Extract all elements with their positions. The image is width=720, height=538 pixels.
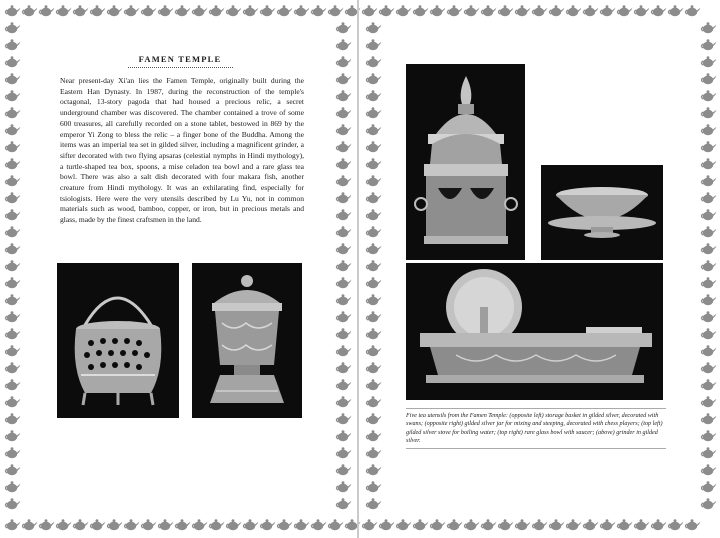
teapot-ornament bbox=[366, 413, 381, 424]
teapot-ornament bbox=[366, 243, 381, 254]
teapot-ornament bbox=[396, 519, 411, 530]
teapot-ornament bbox=[366, 345, 381, 356]
teapot-ornament bbox=[549, 519, 564, 530]
teapot-ornament bbox=[107, 5, 122, 16]
teapot-ornament bbox=[366, 277, 381, 288]
teapot-ornament bbox=[617, 519, 632, 530]
teapot-ornament bbox=[5, 39, 20, 50]
teapot-ornament bbox=[5, 379, 20, 390]
teapot-ornament bbox=[5, 90, 20, 101]
heading-divider bbox=[128, 67, 233, 68]
teapot-ornament bbox=[5, 5, 20, 16]
teapot-ornament bbox=[336, 464, 351, 475]
teapot-ornament bbox=[701, 73, 716, 84]
teapot-ornament bbox=[328, 519, 343, 530]
teapot-ornament bbox=[685, 519, 700, 530]
teapot-ornament bbox=[634, 5, 649, 16]
teapot-ornament bbox=[366, 311, 381, 322]
teapot-ornament bbox=[141, 5, 156, 16]
teapot-ornament bbox=[336, 345, 351, 356]
teapot-ornament bbox=[685, 5, 700, 16]
teapot-ornament bbox=[668, 519, 683, 530]
teapot-ornament bbox=[701, 447, 716, 458]
teapot-ornament bbox=[158, 519, 173, 530]
teapot-ornament bbox=[366, 56, 381, 67]
teapot-ornament bbox=[39, 519, 54, 530]
teapot-ornament bbox=[366, 498, 381, 509]
teapot-ornament bbox=[336, 396, 351, 407]
teapot-ornament bbox=[5, 396, 20, 407]
teapot-ornament bbox=[5, 311, 20, 322]
teapot-ornament bbox=[701, 141, 716, 152]
photo-storage-basket bbox=[57, 263, 179, 418]
teapot-ornament bbox=[328, 5, 343, 16]
teapot-ornament bbox=[336, 56, 351, 67]
teapot-ornament bbox=[515, 519, 530, 530]
page-title: FAMEN TEMPLE bbox=[138, 54, 222, 64]
teapot-ornament bbox=[701, 192, 716, 203]
teapot-ornament bbox=[336, 124, 351, 135]
teapot-ornament bbox=[366, 209, 381, 220]
teapot-ornament bbox=[336, 277, 351, 288]
teapot-ornament bbox=[5, 107, 20, 118]
teapot-ornament bbox=[124, 519, 139, 530]
teapot-ornament bbox=[5, 481, 20, 492]
teapot-ornament bbox=[311, 5, 326, 16]
teapot-ornament bbox=[336, 226, 351, 237]
teapot-ornament bbox=[5, 413, 20, 424]
teapot-ornament bbox=[336, 107, 351, 118]
teapot-ornament bbox=[701, 396, 716, 407]
teapot-ornament bbox=[336, 260, 351, 271]
teapot-ornament bbox=[56, 5, 71, 16]
teapot-ornament bbox=[56, 519, 71, 530]
photo-silver-stove bbox=[406, 64, 525, 260]
teapot-ornament bbox=[701, 22, 716, 33]
teapot-ornament bbox=[651, 5, 666, 16]
teapot-ornament bbox=[107, 519, 122, 530]
teapot-ornament bbox=[336, 209, 351, 220]
teapot-ornament bbox=[175, 5, 190, 16]
teapot-ornament bbox=[5, 22, 20, 33]
teapot-ornament bbox=[336, 175, 351, 186]
teapot-ornament bbox=[336, 447, 351, 458]
teapot-ornament bbox=[226, 519, 241, 530]
teapot-ornament bbox=[336, 22, 351, 33]
teapot-ornament bbox=[701, 430, 716, 441]
teapot-ornament bbox=[566, 5, 581, 16]
teapot-ornament bbox=[617, 5, 632, 16]
teapot-ornament bbox=[447, 5, 462, 16]
teapot-ornament bbox=[226, 5, 241, 16]
teapot-ornament bbox=[39, 5, 54, 16]
teapot-ornament bbox=[5, 345, 20, 356]
teapot-ornament bbox=[5, 175, 20, 186]
teapot-ornament bbox=[366, 396, 381, 407]
teapot-ornament bbox=[336, 328, 351, 339]
teapot-ornament bbox=[701, 413, 716, 424]
teapot-ornament bbox=[600, 519, 615, 530]
teapot-ornament bbox=[498, 5, 513, 16]
teapot-ornament bbox=[366, 294, 381, 305]
teapot-ornament bbox=[651, 519, 666, 530]
teapot-ornament bbox=[366, 158, 381, 169]
teapot-ornament bbox=[141, 519, 156, 530]
teapot-ornament bbox=[336, 481, 351, 492]
teapot-ornament bbox=[430, 519, 445, 530]
teapot-ornament bbox=[362, 5, 377, 16]
teapot-ornament bbox=[311, 519, 326, 530]
teapot-ornament bbox=[336, 141, 351, 152]
teapot-ornament bbox=[600, 5, 615, 16]
teapot-ornament bbox=[5, 362, 20, 373]
teapot-ornament bbox=[701, 311, 716, 322]
teapot-ornament bbox=[243, 5, 258, 16]
teapot-ornament bbox=[277, 5, 292, 16]
teapot-ornament bbox=[5, 209, 20, 220]
teapot-ornament bbox=[336, 498, 351, 509]
teapot-ornament bbox=[260, 5, 275, 16]
teapot-ornament bbox=[566, 519, 581, 530]
teapot-ornament bbox=[366, 175, 381, 186]
teapot-ornament bbox=[549, 5, 564, 16]
teapot-ornament bbox=[701, 328, 716, 339]
teapot-ornament bbox=[336, 311, 351, 322]
teapot-ornament bbox=[701, 209, 716, 220]
teapot-ornament bbox=[243, 519, 258, 530]
teapot-ornament bbox=[366, 73, 381, 84]
teapot-ornament bbox=[336, 158, 351, 169]
teapot-ornament bbox=[366, 124, 381, 135]
photo-silver-jar bbox=[192, 263, 302, 418]
teapot-ornament bbox=[5, 464, 20, 475]
teapot-ornament bbox=[192, 5, 207, 16]
teapot-ornament bbox=[22, 519, 37, 530]
teapot-ornament bbox=[5, 294, 20, 305]
teapot-ornament bbox=[366, 107, 381, 118]
teapot-ornament bbox=[366, 192, 381, 203]
teapot-ornament bbox=[158, 5, 173, 16]
teapot-ornament bbox=[5, 141, 20, 152]
teapot-ornament bbox=[277, 519, 292, 530]
teapot-ornament bbox=[366, 430, 381, 441]
teapot-ornament bbox=[5, 447, 20, 458]
teapot-ornament bbox=[701, 464, 716, 475]
teapot-ornament bbox=[5, 124, 20, 135]
teapot-ornament bbox=[701, 379, 716, 390]
teapot-ornament bbox=[701, 498, 716, 509]
teapot-ornament bbox=[336, 243, 351, 254]
teapot-ornament bbox=[464, 5, 479, 16]
teapot-ornament bbox=[5, 243, 20, 254]
teapot-ornament bbox=[366, 260, 381, 271]
teapot-ornament bbox=[90, 519, 105, 530]
teapot-ornament bbox=[5, 328, 20, 339]
teapot-ornament bbox=[366, 447, 381, 458]
photo-grinder bbox=[406, 263, 663, 400]
teapot-ornament bbox=[532, 5, 547, 16]
photo-glass-bowl bbox=[541, 165, 663, 260]
teapot-ornament bbox=[430, 5, 445, 16]
teapot-ornament bbox=[396, 5, 411, 16]
teapot-ornament bbox=[583, 519, 598, 530]
teapot-ornament bbox=[124, 5, 139, 16]
teapot-ornament bbox=[701, 294, 716, 305]
teapot-ornament bbox=[701, 90, 716, 101]
teapot-ornament bbox=[366, 141, 381, 152]
teapot-ornament bbox=[701, 56, 716, 67]
teapot-ornament bbox=[701, 158, 716, 169]
teapot-ornament bbox=[583, 5, 598, 16]
teapot-ornament bbox=[366, 39, 381, 50]
teapot-ornament bbox=[701, 243, 716, 254]
teapot-ornament bbox=[5, 260, 20, 271]
teapot-ornament bbox=[515, 5, 530, 16]
teapot-ornament bbox=[366, 90, 381, 101]
teapot-ornament bbox=[498, 519, 513, 530]
teapot-ornament bbox=[336, 192, 351, 203]
teapot-ornament bbox=[481, 5, 496, 16]
teapot-ornament bbox=[5, 226, 20, 237]
teapot-ornament bbox=[5, 277, 20, 288]
teapot-ornament bbox=[209, 519, 224, 530]
teapot-ornament bbox=[701, 175, 716, 186]
teapot-ornament bbox=[532, 519, 547, 530]
teapot-ornament bbox=[379, 5, 394, 16]
teapot-ornament bbox=[701, 107, 716, 118]
teapot-ornament bbox=[701, 345, 716, 356]
teapot-ornament bbox=[90, 5, 105, 16]
teapot-ornament bbox=[701, 124, 716, 135]
teapot-ornament bbox=[447, 519, 462, 530]
teapot-ornament bbox=[73, 519, 88, 530]
teapot-ornament bbox=[5, 430, 20, 441]
teapot-ornament bbox=[336, 90, 351, 101]
teapot-ornament bbox=[634, 519, 649, 530]
teapot-ornament bbox=[336, 294, 351, 305]
teapot-ornament bbox=[379, 519, 394, 530]
teapot-ornament bbox=[366, 379, 381, 390]
teapot-ornament bbox=[413, 519, 428, 530]
teapot-ornament bbox=[294, 5, 309, 16]
teapot-ornament bbox=[336, 379, 351, 390]
teapot-ornament bbox=[366, 464, 381, 475]
teapot-ornament bbox=[336, 73, 351, 84]
teapot-ornament bbox=[5, 192, 20, 203]
body-paragraph: Near present-day Xi'an lies the Famen Temple, originally built during the Eastern Han Dynasty. In 1987, during the reconstruction of the temple's octagonal, 13-story pagoda that had housed a precious relic, a secret underground chamber was discovered. The chamber contained a trove of some 600 treasures, all carefully recorded on a stone tablet, bestowed in 869 by the emperor Yi Zong to bless the relic – a finger bone of the Buddha. Among the items was an imperial tea set in gilded silver, including a magnificent grinder, a sifter decorated with two flying apsaras (celestial nymphs in Hindi mythology), a turtle-shaped tea box, spoons, a mise celadon tea bowl and a rare glass tea bowl. There was also a salt dish decorated with four makara fish, another creature from Hindi mythology. It was an exhilarating find, especially for tsiologists. Here were the very utensils described by Lu Yu, not in common materials such as wood, bamboo, copper, or iron, but in precious metals and glass, made by the finest craftsmen in the land. bbox=[60, 76, 304, 225]
teapot-ornament bbox=[336, 362, 351, 373]
teapot-ornament bbox=[175, 519, 190, 530]
teapot-ornament bbox=[5, 519, 20, 530]
teapot-ornament bbox=[192, 519, 207, 530]
teapot-ornament bbox=[73, 5, 88, 16]
teapot-ornament bbox=[336, 430, 351, 441]
teapot-ornament bbox=[701, 362, 716, 373]
teapot-ornament bbox=[701, 481, 716, 492]
teapot-ornament bbox=[668, 5, 683, 16]
photo-caption: Five tea utensils from the Famen Temple: (opposite left) storage basket in gilded silver, decorated with swans; (opposite right) gilded silver jar for mixing and steeping, decorated with chess players; (top left) gilded silver stove for boiling water; (top right) rare glass bowl with saucer; (above) grinder in gilded silver. bbox=[406, 408, 666, 449]
teapot-ornament bbox=[366, 226, 381, 237]
teapot-ornament bbox=[701, 277, 716, 288]
teapot-ornament bbox=[5, 73, 20, 84]
teapot-ornament bbox=[336, 39, 351, 50]
teapot-ornament bbox=[362, 519, 377, 530]
teapot-ornament bbox=[294, 519, 309, 530]
teapot-ornament bbox=[366, 328, 381, 339]
teapot-ornament bbox=[5, 56, 20, 67]
teapot-ornament bbox=[209, 5, 224, 16]
teapot-ornament bbox=[336, 413, 351, 424]
teapot-ornament bbox=[701, 39, 716, 50]
teapot-ornament bbox=[701, 260, 716, 271]
teapot-ornament bbox=[481, 519, 496, 530]
teapot-ornament bbox=[5, 498, 20, 509]
teapot-ornament bbox=[366, 22, 381, 33]
teapot-ornament bbox=[464, 519, 479, 530]
teapot-ornament bbox=[366, 362, 381, 373]
teapot-ornament bbox=[260, 519, 275, 530]
teapot-ornament bbox=[22, 5, 37, 16]
teapot-ornament bbox=[701, 226, 716, 237]
teapot-ornament bbox=[413, 5, 428, 16]
teapot-ornament bbox=[366, 481, 381, 492]
teapot-ornament bbox=[5, 158, 20, 169]
book-gutter bbox=[357, 0, 359, 538]
